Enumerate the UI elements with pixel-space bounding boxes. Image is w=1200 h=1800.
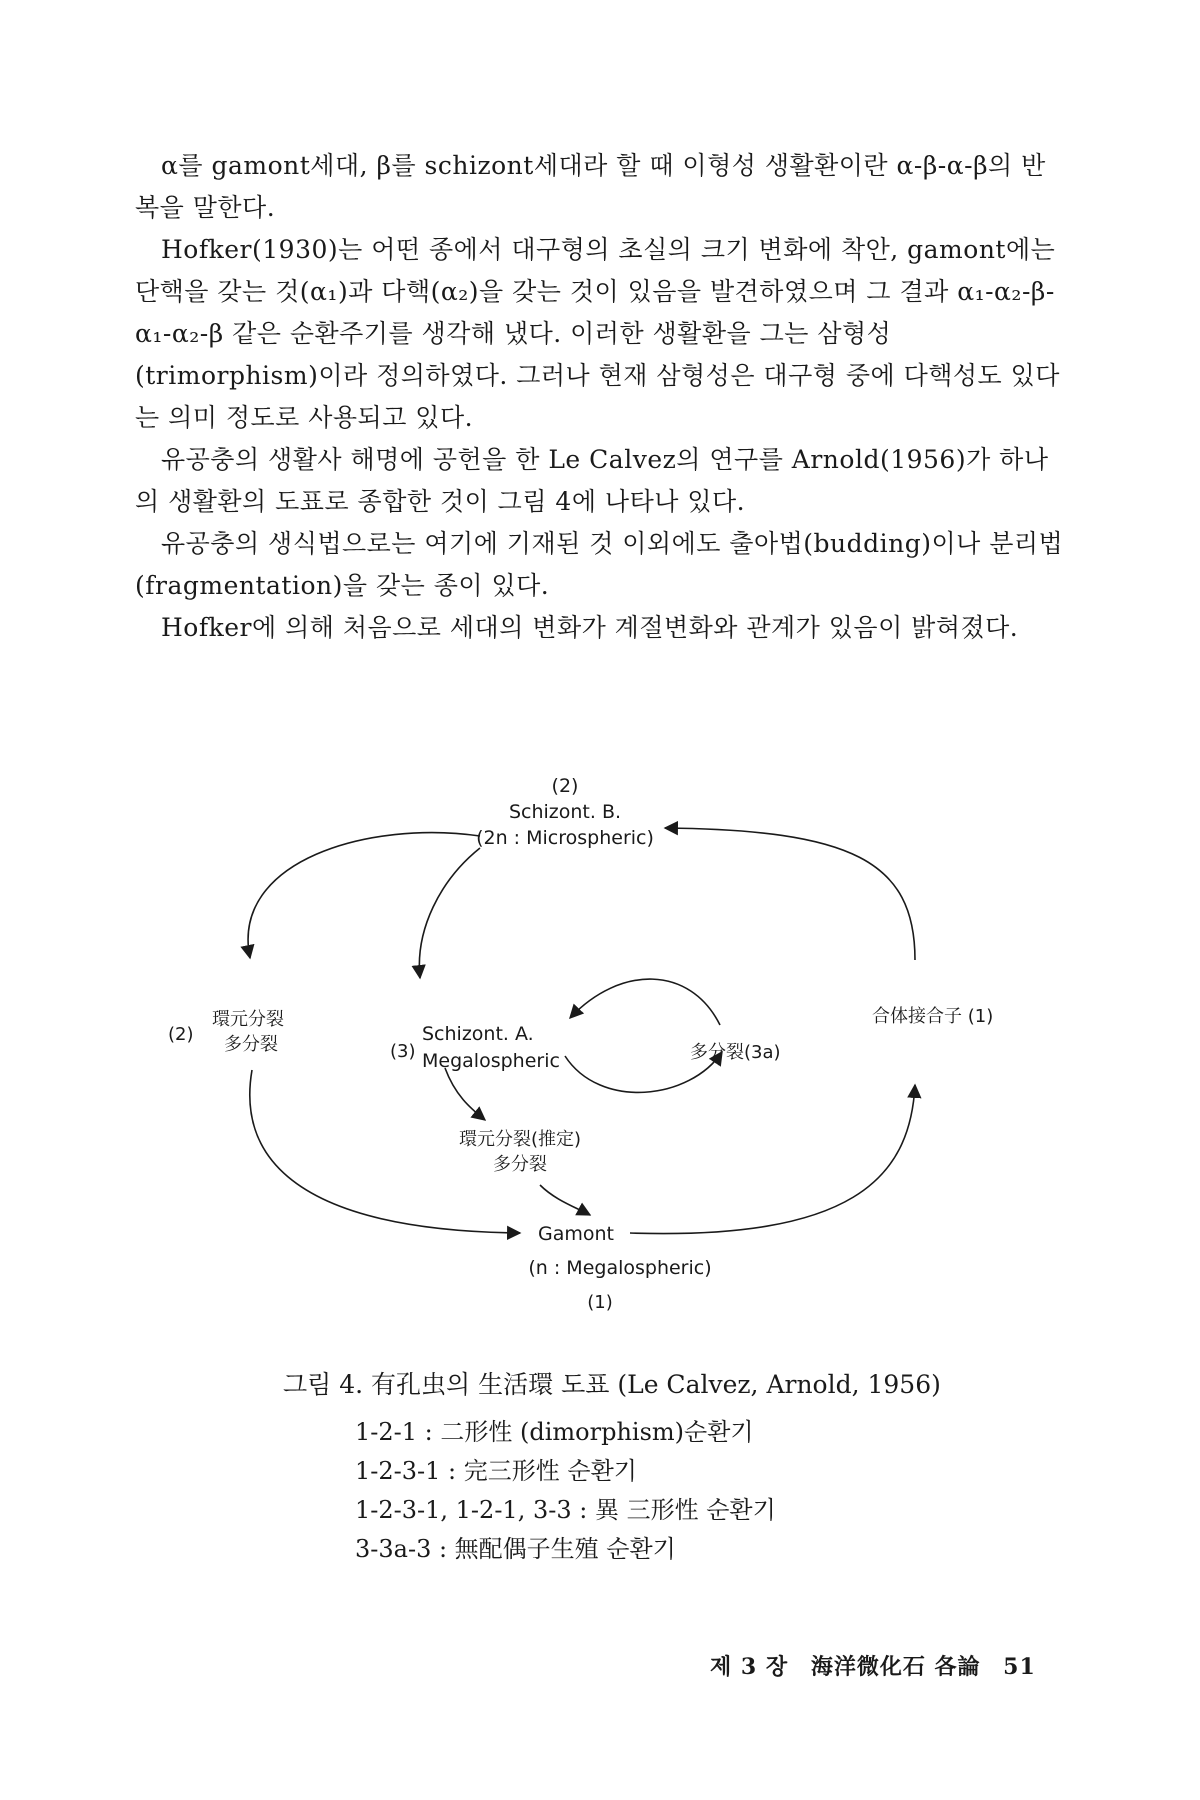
right-process-label: 合体接合子 (1) xyxy=(872,1006,994,1027)
paragraph-1-text: α를 gamont세대, β를 schizont세대라 할 때 이형성 생활환이란 α-β-α-β의 반복을 말한다. xyxy=(135,151,1046,222)
paragraph-3-text: 유공충의 생활사 해명에 공헌을 한 Le Calvez의 연구를 Arnold(1956)가 하나의 생활환의 도표로 종합한 것이 그림 4에 나타나 있다. xyxy=(135,445,1049,516)
arrow-schizont-b-to-schizont-a xyxy=(419,848,480,978)
loop-process-label: 多分裂(3a) xyxy=(690,1042,781,1063)
arrow-gamont-to-right xyxy=(630,1085,915,1234)
center-process-line1: 環元分裂(推定) xyxy=(458,1129,582,1150)
center-process-line2: 多分裂 xyxy=(493,1154,547,1175)
left-process-line2: 多分裂 xyxy=(224,1034,278,1055)
left-process-num: (2) xyxy=(168,1024,194,1045)
gamont-desc: (n : Megalospheric) xyxy=(528,1257,712,1279)
legend-item: 1-2-3-1 : 完三形性 순환기 xyxy=(355,1457,637,1485)
gamont-num: (1) xyxy=(587,1292,613,1313)
schizont-a-desc: Megalospheric xyxy=(422,1050,560,1072)
page-footer xyxy=(710,1650,1050,1681)
left-process-line1: 環元分裂 xyxy=(212,1009,284,1030)
arrow-center-to-gamont xyxy=(540,1185,590,1215)
paragraph-2-text: Hofker(1930)는 어떤 종에서 대구형의 초실의 크기 변화에 착안, gamont에는 단핵을 갖는 것(α₁)과 다핵(α₂)을 갖는 것이 있음을 발견하였으며 그 결과 α₁-α₂-β-α₁-α₂-β 같은 순환주기를 생각해 냈다. 이러한 생활환을 그는 삼형성(trimorphism)이라 정의하였다. 그러나 현재 삼형성은 대구형 중에 다핵성도 있다는 의미 정도로 사용되고 있다. xyxy=(135,235,1060,432)
schizont-a-num: (3) xyxy=(390,1041,416,1062)
paragraph-4-text: 유공충의 생식법으로는 여기에 기재된 것 이외에도 출아법(budding)이나 분리법(fragmentation)을 갖는 종이 있다. xyxy=(135,529,1064,600)
paragraph-3 xyxy=(135,439,1065,523)
schizont-b-desc: (2n : Microspheric) xyxy=(476,827,654,849)
gamont-name: Gamont xyxy=(538,1223,614,1245)
arrow-left-to-gamont xyxy=(250,1070,520,1233)
page-number: 51 xyxy=(1003,1654,1036,1680)
life-cycle-diagram xyxy=(0,760,1200,1340)
footer-title: 海洋微化石 各論 xyxy=(810,1654,981,1680)
schizont-b-num: (2) xyxy=(551,775,579,797)
paragraph-1 xyxy=(135,145,1065,229)
loop-arrow-top xyxy=(570,979,720,1025)
paragraph-4 xyxy=(135,523,1065,607)
arrow-schizont-b-to-left xyxy=(248,833,480,958)
paragraph-2 xyxy=(135,229,1065,439)
footer-chapter: 제 3 장 xyxy=(710,1654,789,1680)
schizont-b-name: Schizont. B. xyxy=(508,801,622,823)
arrow-schizont-a-to-center xyxy=(445,1068,485,1120)
legend-item: 1-2-1 : 二形性 (dimorphism)순환기 xyxy=(355,1418,754,1446)
schizont-a-name: Schizont. A. xyxy=(422,1023,534,1045)
legend-item: 1-2-3-1, 1-2-1, 3-3 : 異 三形性 순환기 xyxy=(355,1496,776,1524)
figure-caption: 그림 4. 有孔虫의 生活環 도표 (Le Calvez, Arnold, 1956) xyxy=(283,1370,941,1399)
arrow-right-to-schizont-b xyxy=(665,828,915,960)
paragraph-5-text: Hofker에 의해 처음으로 세대의 변화가 계절변화와 관계가 있음이 밝혀졌다. xyxy=(161,613,1019,642)
legend-item: 3-3a-3 : 無配偶子生殖 순환기 xyxy=(355,1535,676,1563)
paragraph-5 xyxy=(135,607,1065,649)
cycle-legend xyxy=(355,1413,776,1569)
